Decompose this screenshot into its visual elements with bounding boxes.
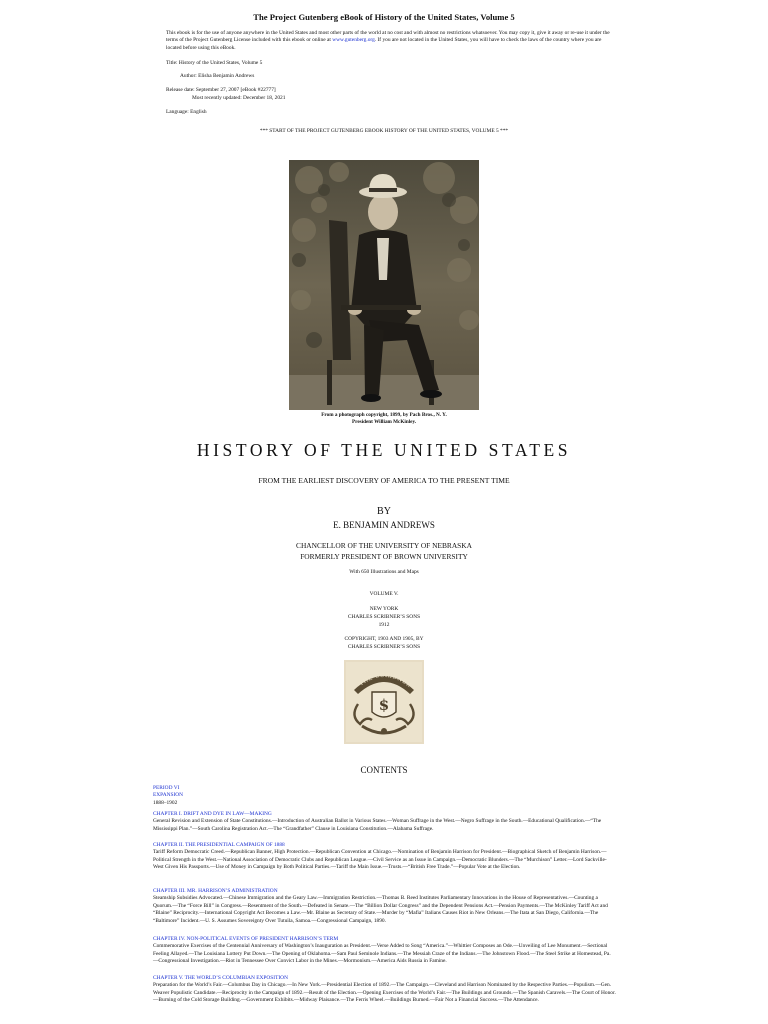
toc-chapter [153,811,616,833]
illustrations-note: With 650 Illustrations and Maps [349,569,419,575]
chapter-summary: Commemorative Exercises of the Centennial Anniversary of Washington’s Inauguration as President.—Verse Added to Song “America.”—Whittier Composes an Ode.—Unveiling of Lee Monument.—Sectional Feeling Allayed.—The Louisiana Lottery Put Down.—The Opening of Oklahoma.—Sam Paul Seminole Indians.—The Messiah Craze of the Indians.—The Johnstown Flood.—The Steel Strike at Homestead, Pa.—Congressional Investigation.—Riot in Tennessee Over Convict Labor in the Mines.—Mormonism.—America Aids Russia in Famine. [153,943,611,965]
book-subtitle: FROM THE EARLIEST DISCOVERY OF AMERICA TO THE PRESENT TIME [258,476,510,485]
toc-chapter [153,888,616,925]
chapter-link[interactable]: CHAPTER IV. NON-POLITICAL EVENTS OF PRESIDENT HARRISON’S TERM [153,936,339,942]
volume-label: VOLUME V. [369,591,399,597]
publisher-name: CHARLES SCRIBNER’S SONS [347,614,421,620]
author-affiliation-2: FORMERLY PRESIDENT OF BROWN UNIVERSITY [300,552,468,561]
period-link[interactable]: PERIOD VI [153,785,180,791]
period-block [153,785,616,807]
meta-language: Language: English [166,109,207,115]
meta-title: Title: History of the United States, Volume 5 [166,60,263,66]
scribner-press-seal [344,660,424,744]
chapter-link[interactable]: CHAPTER V. THE WORLD’S COLUMBIAN EXPOSITION [153,975,288,981]
toc-chapter [153,842,616,872]
book-author: E. BENJAMIN ANDREWS [333,520,435,530]
license-notice-text-after: . If you are not located in the United States, you will have to check the laws of the country where you are located before using this eBook. [166,37,602,51]
copyright-line-2: CHARLES SCRIBNER’S SONS [347,644,421,650]
publisher-city: NEW YORK [369,606,399,612]
period-years: 1888–1902 [153,799,178,806]
chapter-summary: Steamship Subsidies Advocated.—Chinese Immigration and the Geary Law.—Immigration Restriction.—Thomas B. Reed Institutes Parliamentary Innovations in the House of Representatives.—Counting a Quorum.—The “Force Bill” in Congress.—Resentment of the South.—Defeated in Senate.—The “Billion Dollar Congress” and the Dependent Pensions Act.—Pension Payments.—The McKinley Tariff Act and “Blaine” Reciprocity.—International Copyright Act Becomes a Law.—Mr. Blaine as Secretary of State.—Murder by “Mafia” Italians Causes Riot in New Orleans.—The Itata at San Diego, California.—The “Baltimore” Incident.—U. S. Assumes Sovereignty Over Tutuila, Samoa.—Congressional Campaign, 1890. [153,895,608,924]
meta-release-date: Release date: September 27, 2007 [eBook #22777] [166,87,276,93]
author-affiliation-1: CHANCELLOR OF THE UNIVERSITY OF NEBRASKA [296,541,472,550]
chapter-summary: Tariff Reform Democratic Creed.—Republican Banner, High Protection.—Republican Convention at Chicago.—Nomination of Benjamin Harrison for President.—Biographical Sketch of Benjamin Harrison.—Political Strength in the West.—National Association of Democratic Clubs and Republican League.—Civil Service as an Issue in Campaign.—Democratic Blunders.—The “Murchison” Letter.—Lord Sackville-West Given His Passports.—Use of Money in Campaign by Both Political Parties.—Tariff the Main Issue.—Trusts.—“British Free Trade.”—Popular Vote at the Election. [153,849,607,871]
chapter-link[interactable]: CHAPTER I. DRIFT AND DYE IN LAW—MAKING [153,811,272,817]
book-title: HISTORY OF THE UNITED STATES [196,440,572,460]
ebook-header-title: The Project Gutenberg eBook of History of the United States, Volume 5 [253,12,515,22]
toc-chapter [153,975,616,1005]
by-line: BY [377,506,391,517]
seal-lettering: THE SCRIBNER [358,672,412,690]
mckinley-photograph [289,160,479,410]
photo-caption-name: President William McKinley. [351,419,417,426]
chapter-link[interactable]: CHAPTER III. MR. HARRISON’S ADMINISTRATION [153,888,278,894]
license-notice [166,30,616,52]
ebook-start-marker: *** START OF THE PROJECT GUTENBERG EBOOK HISTORY OF THE UNITED STATES, VOLUME 5 *** [259,128,509,134]
gutenberg-link[interactable]: www.gutenberg.org [332,37,375,44]
period-name-link[interactable]: EXPANSION [153,792,184,799]
license-notice-text: This ebook is for the use of anyone anywhere in the United States and most other parts of the world at no cost and with almost no restrictions whatsoever. You may copy it, give it away or re-use it under the terms of the Project Gutenberg License included with this ebook or online at [166,30,610,44]
chapter-link[interactable]: CHAPTER II. THE PRESIDENTIAL CAMPAIGN OF 1888 [153,842,285,848]
meta-author: Author: Elisha Benjamin Andrews [180,73,255,79]
publication-year: 1912 [378,622,390,628]
toc-chapter [153,936,616,966]
chapter-summary: General Revision and Extension of State Constitutions.—Introduction of Australian Ballot in Various States.—Woman Suffrage in the West.—Negro Suffrage in the South.—Educational Qualification.—“The Mississippi Plan.”—South Carolina Registration Act.—The “Grandfather” Clause in Louisiana Constitution.—Alabama Suffrage. [153,818,602,832]
photo-caption [0,412,768,426]
svg-text:$: $ [378,696,390,714]
photo-caption-credit: From a photograph copyright, 1899, by Pach Bros., N. Y. [321,412,447,418]
contents-heading: CONTENTS [360,765,408,775]
meta-updated-date: Most recently updated: December 18, 2021 [192,95,286,101]
chapter-summary: Preparation for the World’s Fair.—Columbus Day in Chicago.—In New York.—Presidential Election of 1892.—The Campaign.—Cleveland and Harrison Nominated by the Respective Parties.—Populism.—Gen. Weaver Populistic Candidate.—Reciprocity in the Campaign of 1892.—Result of the Election.—Opening Exercises of the World’s Fair.—The Buildings and Grounds.—The Spanish Caravels.—The Court of Honor.—Burning of the Cold Storage Building.—Government Exhibits.—Midway Plaisance.—The Ferris Wheel.—Buildings Burned.—Fair Not a Financial Success.—The Attendance. [153,982,616,1004]
copyright-line-1: COPYRIGHT, 1903 AND 1905, BY [344,636,424,642]
